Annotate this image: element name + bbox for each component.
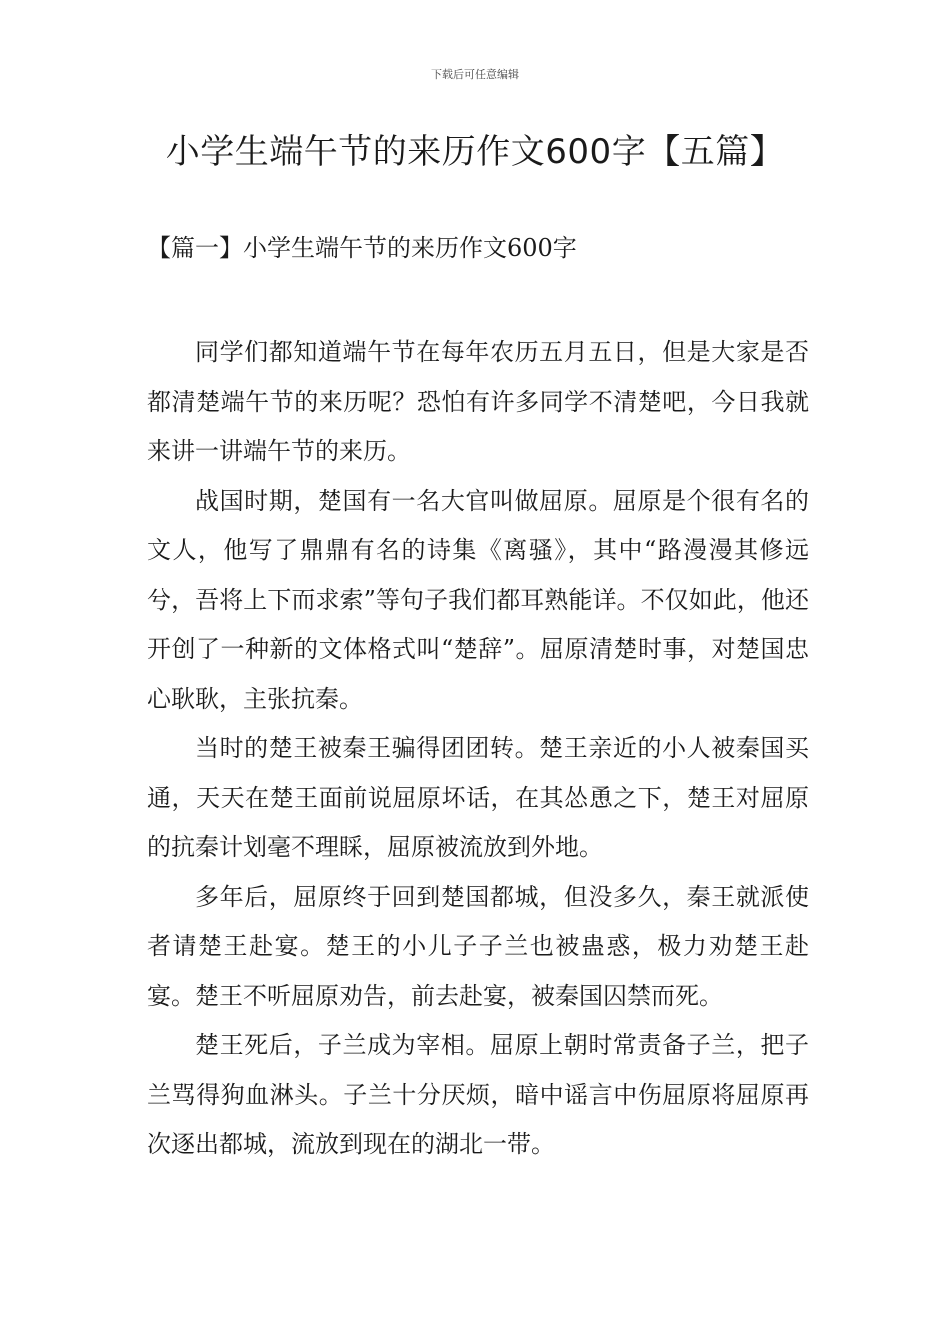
article-body [147,328,809,1170]
document-title: 小学生端午节的来历作文600字【五篇】 [165,132,785,172]
paragraph: 楚王死后，子兰成为宰相。屈原上朝时常责备子兰，把子兰骂得狗血淋头。子兰十分厌烦，暗中谣言中伤屈原将屈原再次逐出都城，流放到现在的湖北一带。 [147,1031,809,1158]
paragraph: 当时的楚王被秦王骗得团团转。楚王亲近的小人被秦国买通，天天在楚王面前说屈原坏话，在其怂恿之下，楚王对屈原的抗秦计划毫不理睬，屈原被流放到外地。 [147,734,809,861]
section-heading: 【篇一】小学生端午节的来历作文600字 [147,234,577,262]
header-note: 下载后可任意编辑 [431,68,519,81]
paragraph: 多年后，屈原终于回到楚国都城，但没多久，秦王就派使者请楚王赴宴。楚王的小儿子子兰也被蛊惑，极力劝楚王赴宴。楚王不听屈原劝告，前去赴宴，被秦国囚禁而死。 [147,882,809,1010]
paragraph: 战国时期，楚国有一名大官叫做屈原。屈原是个很有名的文人，他写了鼎鼎有名的诗集《离骚》，其中“路漫漫其修远兮，吾将上下而求索”等句子我们都耳熟能详。不仅如此，他还开创了一种新的文体格式叫“楚辞”。屈原清楚时事，对楚国忠心耿耿，主张抗秦。 [147,486,809,713]
paragraph: 同学们都知道端午节在每年农历五月五日，但是大家是否都清楚端午节的来历呢？恐怕有许多同学不清楚吧，今日我就来讲一讲端午节的来历。 [147,338,809,465]
